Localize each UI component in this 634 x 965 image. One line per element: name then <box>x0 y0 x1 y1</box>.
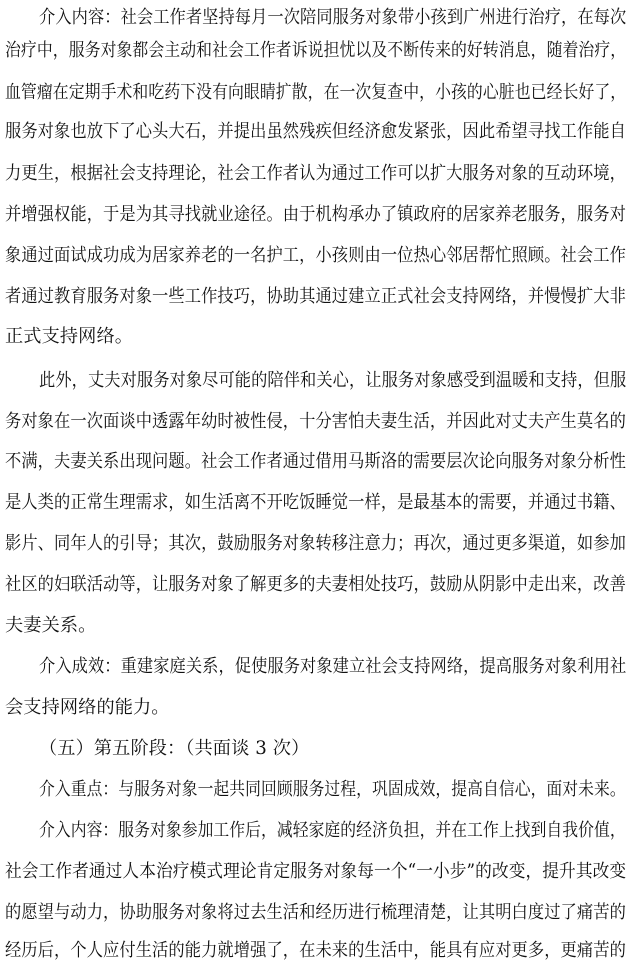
intervention-content-4-line-5: 力更生，根据社会支持理论，社会工作者认为通过工作可以扩大服务对象的互动环境， <box>5 163 626 184</box>
intervention-content-4-line-2: 治疗中，服务对象都会主动和社会工作者诉说担忧以及不断传来的好转消息，随着治疗， <box>5 40 627 61</box>
husband-relationship-line-6: 社区的妇联活动等，让服务对象了解更多的夫妻相处技巧，鼓励从阴影中走出来，改善 <box>5 574 626 595</box>
intervention-content-4-line-1: 介入内容：社会工作者坚持每月一次陪同服务对象带小孩到广州进行治疗，在每次 <box>39 7 627 28</box>
intervention-content-5-line-1: 介入内容：服务对象参加工作后，减轻家庭的经济负担，并在工作上找到自我价值， <box>39 820 626 841</box>
intervention-content-4-line-6: 并增强权能，于是为其寻找就业途径。由于机构承办了镇政府的居家养老服务，服务对 <box>5 204 626 225</box>
stage-five-heading: （五）第五阶段：（共面谈 3 次） <box>39 738 310 759</box>
intervention-focus-5-line-1: 介入重点：与服务对象一起共同回顾服务过程，巩固成效，提高自信心，面对未来。 <box>39 779 626 800</box>
husband-relationship-line-5: 影片、同年人的引导；其次，鼓励服务对象转移注意力；再次，通过更多渠道，如参加 <box>5 533 626 554</box>
intervention-content-5-line-2: 社会工作者通过人本治疗模式理论肯定服务对象每一个“一小步”的改变，提升其改变 <box>5 861 627 882</box>
intervention-content-5-line-4: 经历后，个人应付生活的能力就增强了，在未来的生活中，能具有应对更多，更痛苦的 <box>5 940 626 961</box>
intervention-content-4-line-3: 血管瘤在定期手术和吃药下没有向眼睛扩散，在一次复查中，小孩的心脏也已经长好了， <box>5 82 627 103</box>
husband-relationship-line-2: 务对象在一次面谈中透露年幼时被性侵，十分害怕夫妻生活，并因此对丈夫产生莫名的 <box>5 411 626 432</box>
intervention-content-4-line-9: 正式支持网络。 <box>5 326 134 347</box>
husband-relationship-line-1: 此外，丈夫对服务对象尽可能的陪伴和关心，让服务对象感受到温暖和支持，但服 <box>39 370 627 391</box>
intervention-content-4-line-4: 服务对象也放下了心头大石，并提出虽然残疾但经济愈发紧张，因此希望寻找工作能自 <box>5 121 626 142</box>
husband-relationship-line-7: 夫妻关系。 <box>5 615 97 636</box>
husband-relationship-line-3: 不满，夫妻关系出现问题。社会工作者通过借用马斯洛的需要层次论向服务对象分析性 <box>5 451 626 472</box>
intervention-content-5-line-3: 的愿望与动力，协助服务对象将过去生活和经历进行梳理清楚，让其明白度过了痛苦的 <box>5 902 626 923</box>
intervention-content-4-line-7: 象通过面试成功成为居家养老的一名护工，小孩则由一位热心邻居帮忙照顾。社会工作 <box>5 245 626 266</box>
husband-relationship-line-4: 是人类的正常生理需求，如生活离不开吃饭睡觉一样，是最基本的需要，并通过书籍、 <box>5 492 626 513</box>
intervention-results-4-line-1: 介入成效：重建家庭关系，促使服务对象建立社会支持网络，提高服务对象利用社 <box>39 656 627 677</box>
intervention-content-4-line-8: 者通过教育服务对象一些工作技巧，协助其通过建立正式社会支持网络，并慢慢扩大非 <box>5 286 626 307</box>
intervention-results-4-line-2: 会支持网络的能力。 <box>5 697 170 718</box>
